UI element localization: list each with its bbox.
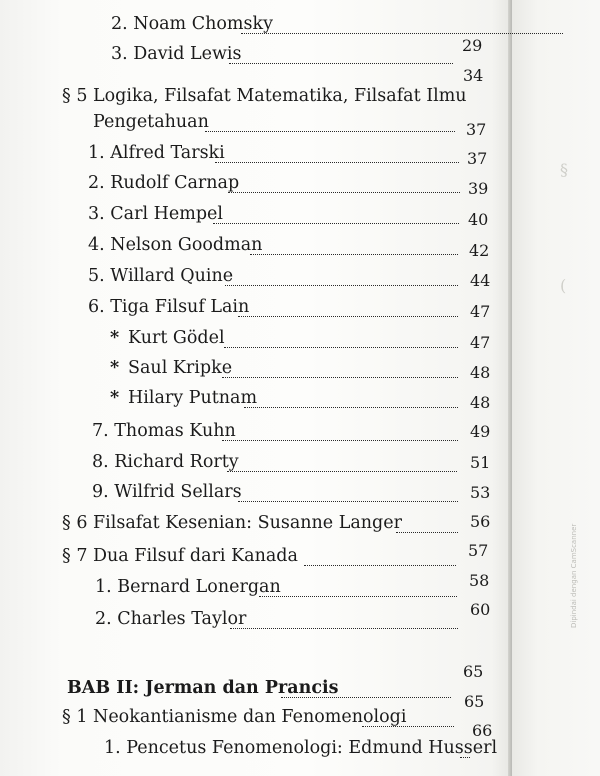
toc-entry-page: 56 <box>470 512 491 531</box>
toc-entry-title: Pengetahuan <box>93 112 209 132</box>
toc-entry-title: 8. Richard Rorty <box>92 452 239 472</box>
toc-entry-page: 47 <box>470 302 491 321</box>
toc-entry-title: § 6 Filsafat Kesenian: Susanne Langer <box>62 513 402 533</box>
toc-entry-page: 42 <box>469 241 490 260</box>
toc-entry-page: 49 <box>470 422 491 441</box>
toc-entry-title: 3. Carl Hempel <box>88 204 223 224</box>
toc-entry <box>111 44 491 85</box>
toc-entry <box>62 692 492 733</box>
toc-entry <box>110 358 490 384</box>
toc-entry <box>93 112 493 138</box>
toc-entry-page: 29 <box>462 36 483 55</box>
toc-entry-title: 2. Noam Chomsky <box>111 14 273 34</box>
toc-entry-page: 65 <box>464 692 485 711</box>
toc-entry <box>92 452 492 478</box>
leader-dots <box>281 697 451 698</box>
toc-entry-title <box>110 328 225 348</box>
toc-entry <box>110 328 490 354</box>
leader-dots <box>362 726 454 727</box>
bleed-mark: § <box>560 160 568 179</box>
leader-dots <box>213 223 459 224</box>
toc-entry <box>88 235 488 261</box>
leader-dots <box>241 33 563 34</box>
toc-entry-page: 37 <box>467 149 488 168</box>
toc-entry-title <box>110 388 257 408</box>
leader-dots <box>225 285 458 286</box>
leader-dots <box>396 532 458 533</box>
toc-entry-label: Hilary Putnam <box>128 388 258 408</box>
toc-entry <box>62 86 482 112</box>
toc-entry-title: 3. David Lewis <box>111 44 242 64</box>
toc-entry <box>104 721 498 764</box>
toc-entry-page: 53 <box>470 483 491 502</box>
toc-entry-page: 60 <box>470 600 491 619</box>
toc-entry-title: 1. Alfred Tarski <box>88 143 225 163</box>
toc-entry-page: 48 <box>470 393 491 412</box>
toc-entry <box>88 266 491 292</box>
toc-entry-title: BAB II: Jerman dan Prancis <box>67 678 339 698</box>
toc-entry-title: § 1 Neokantianisme dan Fenomenologi <box>62 707 407 727</box>
toc-entry <box>88 173 488 199</box>
toc-entry <box>62 541 492 572</box>
toc-entry-title: § 7 Dua Filsuf dari Kanada <box>62 546 298 566</box>
toc-entry-page: 37 <box>466 120 487 139</box>
toc-entry-page: 44 <box>470 271 491 290</box>
bullet-marker: * <box>110 328 120 348</box>
leader-dots <box>304 565 456 566</box>
toc-entry <box>92 421 492 447</box>
toc-entry-title: 6. Tiga Filsuf Lain <box>88 297 250 317</box>
toc-entry-page: 65 <box>463 662 484 681</box>
leader-dots <box>224 347 458 348</box>
toc-entry <box>95 571 495 603</box>
leader-dots <box>230 628 458 629</box>
leader-dots <box>222 377 458 378</box>
leader-dots <box>244 407 458 408</box>
toc-entry-title: 2. Charles Taylor <box>95 609 247 629</box>
toc-entry <box>88 143 488 169</box>
leader-dots <box>228 192 460 193</box>
toc-entry-title: 1. Bernard Lonergan <box>95 577 281 597</box>
toc-entry-page: 58 <box>469 571 490 590</box>
leader-dots <box>229 63 453 64</box>
toc-entry-page: 51 <box>470 453 491 472</box>
toc-entry-label: Kurt Gödel <box>128 328 225 348</box>
leader-dots <box>222 440 458 441</box>
toc-entry <box>88 297 491 323</box>
toc-entry-page: 39 <box>468 179 489 198</box>
bullet-marker: * <box>110 358 120 378</box>
toc-entry <box>67 662 487 704</box>
toc-entry-title: § 5 Logika, Filsafat Matematika, Filsafat Ilmu <box>62 86 467 106</box>
leader-dots <box>238 501 458 502</box>
toc-entry-title <box>110 358 232 378</box>
toc-entry <box>110 388 490 414</box>
toc-entry-page: 57 <box>468 541 489 560</box>
toc-entry-page: 34 <box>463 66 484 85</box>
leader-dots <box>250 254 458 255</box>
toc-entry-label: Saul Kripke <box>128 358 233 378</box>
leader-dots <box>215 162 459 163</box>
toc-entry-title: 4. Nelson Goodman <box>88 235 263 255</box>
toc-entry-title: 2. Rudolf Carnap <box>88 173 240 193</box>
toc-entry-title: 5. Willard Quine <box>88 266 234 286</box>
toc-entry <box>95 600 495 635</box>
toc-entry-page: 48 <box>470 363 491 382</box>
toc-entry-title: 1. Pencetus Fenomenologi: Edmund Husserl <box>104 738 498 758</box>
bullet-marker: * <box>110 388 120 408</box>
leader-dots <box>259 596 457 597</box>
toc-entry-title: 9. Wilfrid Sellars <box>92 482 242 502</box>
toc-entry-page: 47 <box>470 333 491 352</box>
toc-entry <box>88 204 488 230</box>
leader-dots <box>238 316 458 317</box>
scanner-watermark: Dipindai dengan CamScanner <box>570 523 578 628</box>
leader-dots <box>227 471 457 472</box>
bleed-mark: ( <box>560 276 567 295</box>
toc-entry-title: 7. Thomas Kuhn <box>92 421 236 441</box>
toc-entry <box>92 482 492 508</box>
toc-entry-page: 66 <box>472 721 493 740</box>
leader-dots <box>460 757 470 758</box>
toc-entry <box>62 513 492 539</box>
leader-dots <box>205 131 455 132</box>
toc-entry-page: 40 <box>468 210 489 229</box>
